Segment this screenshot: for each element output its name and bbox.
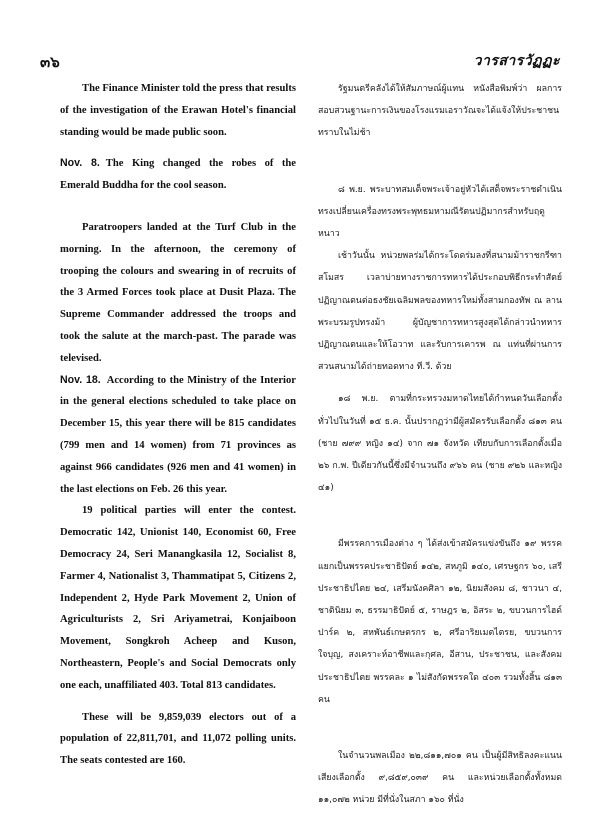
- thai-paragraph-finance: รัฐมนตรีคลังได้ให้สัมภาษณ์ผู้แทน หนังสือพิมพ์ว่า ผลการสอบสวนฐานะการเงินของโรงแรมเอราวัณจะได้แจ้งให้ประชาชนทราบในไม่ช้า: [318, 84, 562, 139]
- paragraph-finance-minister: The Finance Minister told the press that results of the investigation of the Erawan Hotel's financial standing would be made public soon.: [60, 83, 296, 138]
- paragraph-nov-8: [60, 153, 296, 197]
- paragraph-political-parties: 19 political parties will enter the contest. Democratic 142, Unionist 140, Economist 60, Free Democracy 24, Seri Manangkasila 12, Socialist 8, Farmer 4, Nationalist 3, Thammatipat 5, Citizens 2, Independent 2, Hyde Park Movement 2, Union of Agriculturists 2, Sri Ariyametrai, Konjaiboon Movement, Songkroh Acheep and Kuson, Northeastern, People's and Social Democrats only one each, unaffiliated 403. Total 813 candidates.: [60, 505, 296, 691]
- thai-paragraph-electors: ในจำนวนพลเมือง ๒๒,๘๑๑,๗๐๑ คน เป็นผู้มีสิทธิลงคะแนนเสียงเลือกตั้ง ๙,๘๕๙,๐๓๙ คน และหน่วยเลือกตั้งทั้งหมด ๑๑,๐๗๒ หน่วย มีที่นั่งในสภา ๑๖๐ ที่นั่ง: [318, 751, 562, 806]
- page-number: ๓๖: [40, 55, 60, 71]
- thai-column: [318, 78, 562, 812]
- date-nov-18: Nov. 18.: [60, 373, 101, 386]
- paragraph-electors: These will be 9,859,039 electors out of a population of 22,811,701, and 11,072 polling units. The seats contested are 160.: [60, 711, 296, 767]
- date-nov-8: Nov. 8.: [60, 157, 100, 170]
- running-title: วารสารวัฏฏะ: [473, 54, 560, 69]
- thai-paragraph-parties: มีพรรคการเมืองต่าง ๆ ได้ส่งเข้าสมัครแข่งขันถึง ๑๙ พรรค แยกเป็นพรรคประชาธิปัตย์ ๑๔๒, สหภูมิ ๑๔๐, เศรษฐกร ๖๐, เสรีประชาธิปไตย ๒๔, เสรีมนังคศิลา ๑๒, นิยมสังคม ๘, ชาวนา ๔, ชาตินิยม ๓, ธรรมาธิปัตย์ ๕, ราษฎร ๒, อิสระ ๒, ขบวนการไฮด์ปาร์ค ๒, สหพันธ์เกษตรกร ๒, ศรีอาริยเมตไตรย, ขบวนการใจบุญ, สงเคราะห์อาชีพและกุศล, อีสาน, ประชาชน, และสังคมประชาธิปไตย พรรคละ ๑ ไม่สังกัดพรรคใด ๔๐๓ รวมทั้งสิ้น ๘๑๓ คน: [318, 539, 562, 705]
- text-nov-8: The King changed the robes of the Emerald Buddha for the cool season.: [60, 158, 297, 192]
- thai-paragraph-candidates: ๑๘ พ.ย. ตามที่กระทรวงมหาดไทยได้กำหนดวันเลือกตั้งทั่วไปในวันที่ ๑๕ ธ.ค. นั้นปรากฏว่ามีผู้สมัครรับเลือกตั้ง ๘๑๓ คน (ชาย ๗๙๙ หญิง ๑๔) จาก ๗๑ จังหวัด เทียบกับการเลือกตั้งเมื่อ ๒๖ ก.พ. ปีเดียวกันนี้ซึ่งมีจำนวนถึง ๙๖๖ คน (ชาย ๙๒๖ และหญิง ๔๑): [318, 394, 562, 494]
- text-nov-18: According to the Ministry of the Interior in the general elections scheduled to take place on December 15, this year there will be 815 candidates (799 men and 14 women) from 71 provinces as against 966 candidates (926 men and 41 women) in the last elections on Feb. 26 this year.: [60, 374, 296, 495]
- paragraph-paratroopers: Paratroopers landed at the Turf Club in the morning. In the afternoon, the ceremony of trooping the colours and swearing in of recruits of the 3 Armed Forces took place at Dusit Plaza. The Supreme Commander addressed the troops and took the salute at the march-past. The parade was televised.: [60, 221, 296, 364]
- paragraph-nov-18: [60, 370, 296, 501]
- english-column: [60, 78, 296, 772]
- thai-paragraph-paratroopers: เช้าวันนั้น หน่วยพลร่มได้กระโดดร่มลงที่สนามม้าราชกรีฑาสโมสร เวลาบ่ายทางราชการทหารได้ประกอบพิธีกระทำสัตย์ปฏิญาณตนต่อธงชัยเฉลิมพลของทหารใหม่ทั้งสามกองทัพ ณ ลานพระบรมรูปทรงม้า ผู้บัญชาการทหารสูงสุดได้กล่าวนำทหารปฏิญาณตนและให้โอวาท และรับการเคารพ ณ แท่นที่ผ่านการสวนสนามได้ถ่ายทอดทาง ที.วี. ด้วย: [318, 251, 562, 373]
- thai-paragraph-king: ๘ พ.ย. พระบาทสมเด็จพระเจ้าอยู่หัวได้เสด็จพระราชดำเนินทรงเปลี่ยนเครื่องทรงพระพุทธมหามณีรัตนปฏิมากรสำหรับฤดูหนาว: [318, 184, 562, 240]
